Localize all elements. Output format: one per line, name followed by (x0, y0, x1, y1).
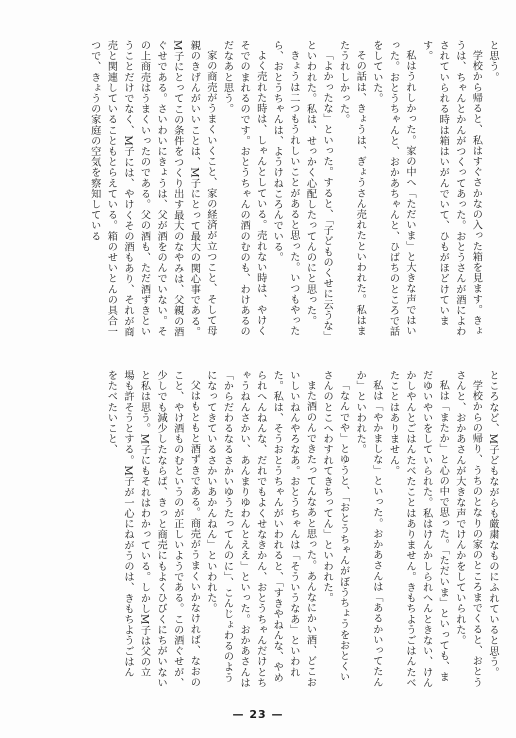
lower-text-block (26, 370, 500, 688)
paragraph: よく売れた時は、しゃんとしている。売れない時は、やけくそでのまれるのです。おとうちゃんの酒のむのも、わけあるのだなあと思う。 (221, 40, 266, 337)
paragraph: 家の商売がうまくいくこと、家の経済が立つこと、そして母親のきげんがいいことは、M子にとって最大の関心事である。M子にとってこの条件をつくり出す最大のなやみは、父親の酒ぐせである。さいわいにきょうは、父が酒をのんでいない。その上商売はうまくいったのである。父の酒も、ただ酒ずきということだけでなく、M子には、やけくその酒もあり、それが商売と関連していることもとらえている。箱のせいとんの具合一つで、きょうの家庭の空気を察知している (88, 40, 216, 338)
paragraph: 私は「またか」と心の中で思った。「ただいま」といっても、まだゆいやいをしていられた。私はけんかしられへんときない、けんかしやんとごはんたべたことはありません。きもちようごはんたべたことはありません。 (387, 370, 449, 688)
paragraph: その話は、きょうは、ぎょうさん売れたといわれた。私はまたうれしかった。 (337, 40, 366, 337)
paragraph: 私はうれしかった。家の中へ「ただいま」と大きな声ではいった。おとうちゃんと、おかあちゃんと、ひばちのところで話をしていた。 (370, 40, 416, 337)
paragraph: きょうは二つもうれしいことがあると思った。いつもやったら、おとうちゃんは、ようけねころんでいる。 (271, 40, 299, 337)
paragraph: と思う。 (487, 40, 498, 83)
upper-text-block (26, 40, 500, 338)
paragraph: 学校からの帰り、うちのとなりの家のところまでくると、おとうさんと、おかあさんが大きな声でけんかをしていられた。 (453, 370, 482, 688)
paragraph: ところなど、M子どもながらも厳粛なものにふれていると思う。 (487, 370, 498, 678)
paragraph: 学校から帰ると、私はすぐさかなの入った箱を見ます。きょうは、ちゃんとかんがつくってあった。おとうさんが酒によわされていられる時は箱はいがんでいて、ひもがほどけています。 (420, 40, 482, 337)
paragraph: 「なんでや」とゆうと、「おとうちゃんがぼうちょうをおとくいさんのとこへわすれてきちってん」といわれた。 (321, 370, 349, 683)
paragraph: 父はもともと酒ずきである。商売がうまくいかなければ、なおのこと、やけ酒ものむというのが正しいようである。この酒ぐせが、少しでも減少したならば、きっと商売にもよくひびくにちがいないと私は思う。M子にもそれはわかっている。しかしM子は父の立場も許そうとする。M子が一心にねがうのは、きもちようごはんをたべたいこと、 (105, 370, 200, 688)
page-number: — 23 — (232, 708, 284, 721)
paragraph: また酒のんできたってんなあと思った。あんなにかい酒、どこおいしいねんやろなあ。おとうちゃんは「そういうなあ」といわれた。私は、そうおとうちゃんがいわれると、「すきやねんな、やめられへんねんな、だれでもよくせなきかん、おとうちゃんだけとちゃうねんさかい、あんまりゆわんとええ」といった。おかあさんは「からだわるなるさかいゆうたってんのに」、こんじょわるのようになってきているさかいあかんねん」といわれた。 (204, 370, 316, 688)
paragraph: 「よかったな」といった。すると、「子どものくせに云うな」といわれた。私は、せっかく心配したってんのにと思った。 (304, 40, 333, 337)
paragraph: 私は「やかましな」といった。おかあさんは「あるかいってたんか」といわれた。 (354, 370, 382, 688)
